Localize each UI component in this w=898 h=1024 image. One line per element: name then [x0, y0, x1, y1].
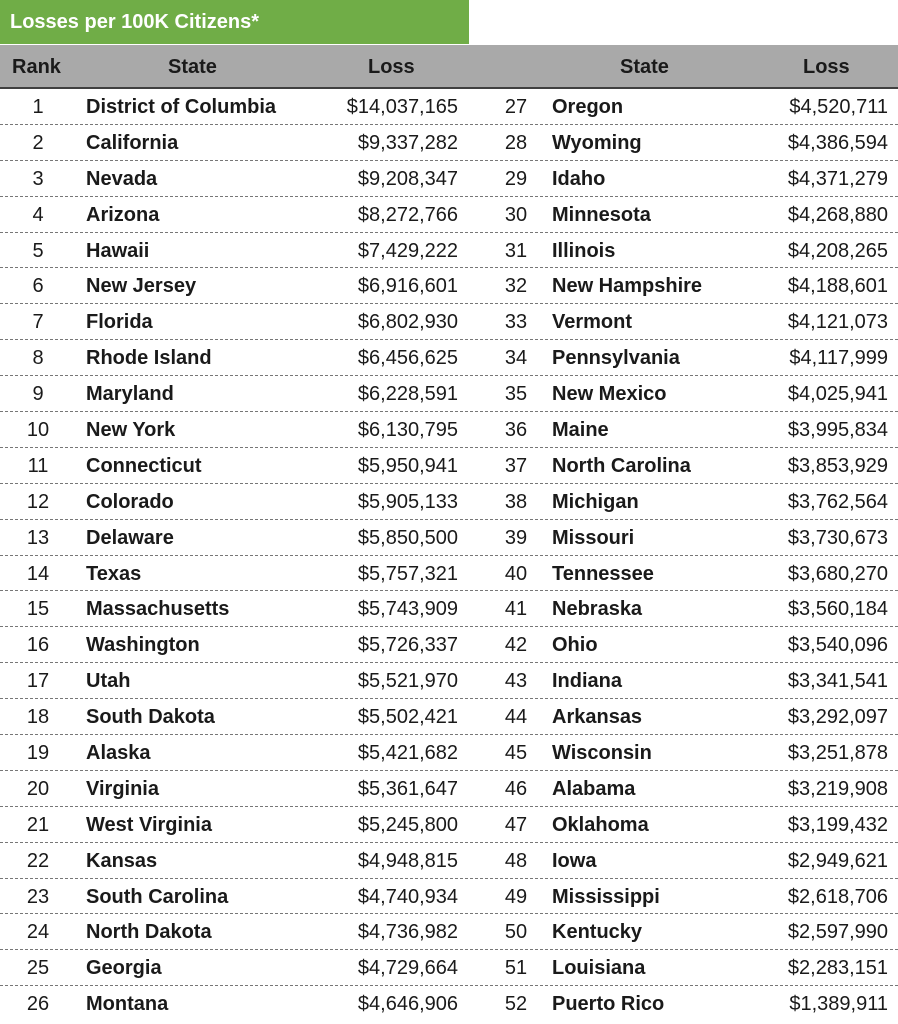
table-row — [0, 807, 898, 843]
state-cell: Colorado — [86, 490, 174, 513]
loss-cell: $4,386,594 — [787, 131, 888, 154]
rank-cell: 45 — [504, 742, 528, 765]
state-cell: Ohio — [552, 634, 598, 657]
rank-cell: 33 — [504, 311, 528, 334]
rank-cell: 27 — [504, 96, 528, 118]
loss-cell: $4,371,279 — [787, 167, 888, 190]
rank-cell: 8 — [32, 347, 44, 370]
state-cell: Missouri — [552, 526, 635, 549]
rank-cell: 13 — [26, 526, 50, 549]
loss-cell: $1,389,911 — [789, 993, 888, 1016]
loss-cell: $3,251,878 — [787, 742, 888, 765]
rank-cell: 28 — [504, 131, 528, 154]
state-cell: Hawaii — [86, 239, 150, 262]
state-cell: Mississippi — [552, 885, 660, 908]
title-spacer — [469, 0, 898, 44]
rank-cell: 18 — [26, 706, 50, 729]
header-loss-right: Loss — [803, 56, 850, 78]
loss-cell: $4,208,265 — [787, 239, 888, 262]
state-cell: Florida — [86, 311, 153, 334]
rank-cell: 36 — [504, 419, 528, 442]
loss-cell: $8,272,766 — [357, 203, 458, 226]
rank-cell: 40 — [504, 562, 528, 585]
loss-cell: $4,736,982 — [357, 921, 458, 944]
rank-cell: 32 — [504, 275, 528, 298]
state-cell: South Dakota — [86, 706, 215, 729]
header-state-left: State — [168, 56, 217, 78]
loss-cell: $3,199,432 — [787, 813, 888, 836]
loss-cell: $6,130,795 — [357, 419, 458, 442]
state-cell: North Carolina — [552, 454, 691, 477]
loss-cell: $3,540,096 — [787, 634, 888, 657]
rank-cell: 26 — [26, 993, 50, 1016]
table-body — [0, 89, 898, 1022]
loss-cell: $4,740,934 — [357, 885, 458, 908]
state-cell: Illinois — [552, 239, 616, 262]
loss-cell: $5,743,909 — [357, 598, 458, 621]
rank-cell: 48 — [504, 849, 528, 872]
rank-cell: 9 — [32, 383, 44, 406]
rank-cell: 51 — [504, 957, 528, 980]
state-cell: New Jersey — [86, 275, 197, 298]
table-row — [0, 304, 898, 340]
loss-cell: $5,521,970 — [357, 670, 458, 693]
rank-cell: 12 — [26, 490, 50, 513]
loss-cell: $5,757,321 — [357, 562, 458, 585]
rank-cell: 46 — [504, 777, 528, 800]
state-cell: Nevada — [86, 167, 158, 190]
table-row — [0, 197, 898, 233]
state-cell: Pennsylvania — [552, 347, 680, 370]
table-row — [0, 627, 898, 663]
loss-cell: $4,268,880 — [787, 203, 888, 226]
loss-cell: $4,948,815 — [357, 849, 458, 872]
table-row — [0, 520, 898, 556]
state-cell: Nebraska — [552, 598, 643, 621]
state-cell: North Dakota — [86, 921, 212, 944]
table-row — [0, 233, 898, 269]
table-row — [0, 986, 898, 1022]
state-cell: Alabama — [552, 777, 636, 800]
state-cell: Idaho — [552, 167, 606, 190]
state-cell: Massachusetts — [86, 598, 230, 621]
state-cell: Connecticut — [86, 454, 202, 477]
state-cell: Louisiana — [552, 957, 646, 980]
state-cell: Texas — [86, 562, 142, 585]
rank-cell: 15 — [26, 598, 50, 621]
rank-cell: 5 — [32, 239, 44, 262]
header-rank: Rank — [12, 56, 61, 78]
loss-cell: $6,802,930 — [357, 311, 458, 334]
table-row — [0, 448, 898, 484]
table-row — [0, 699, 898, 735]
table-title: Losses per 100K Citizens* — [0, 0, 469, 44]
loss-cell: $5,502,421 — [357, 706, 458, 729]
table-row — [0, 914, 898, 950]
rank-cell: 3 — [32, 167, 44, 190]
rank-cell: 2 — [32, 131, 44, 154]
table-row — [0, 663, 898, 699]
loss-cell: $7,429,222 — [357, 239, 458, 262]
loss-cell: $5,905,133 — [357, 490, 458, 513]
loss-cell: $5,950,941 — [357, 454, 458, 477]
loss-cell: $4,646,906 — [357, 993, 458, 1016]
loss-cell: $3,762,564 — [787, 490, 888, 513]
table-row — [0, 484, 898, 520]
state-cell: Arkansas — [552, 706, 643, 729]
table-row — [0, 89, 898, 125]
state-cell: Kentucky — [552, 921, 643, 944]
state-cell: Oregon — [552, 96, 624, 118]
rank-cell: 50 — [504, 921, 528, 944]
state-cell: Rhode Island — [86, 347, 212, 370]
table-row — [0, 735, 898, 771]
state-cell: New Mexico — [552, 383, 667, 406]
rank-cell: 20 — [26, 777, 50, 800]
state-cell: Indiana — [552, 670, 623, 693]
header-loss-left: Loss — [368, 56, 415, 78]
loss-cell: $3,680,270 — [787, 562, 888, 585]
state-cell: Iowa — [552, 849, 597, 872]
state-cell: California — [86, 131, 179, 154]
loss-cell: $6,456,625 — [357, 347, 458, 370]
state-cell: Alaska — [86, 742, 151, 765]
state-cell: Georgia — [86, 957, 162, 980]
state-cell: Oklahoma — [552, 813, 649, 836]
state-cell: Montana — [86, 993, 169, 1016]
rank-cell: 44 — [504, 706, 528, 729]
loss-cell: $4,520,711 — [789, 96, 888, 118]
rank-cell: 19 — [26, 742, 50, 765]
loss-cell: $3,292,097 — [787, 706, 888, 729]
loss-cell: $6,916,601 — [357, 275, 458, 298]
rank-cell: 41 — [504, 598, 528, 621]
table-row — [0, 771, 898, 807]
rank-cell: 37 — [504, 454, 528, 477]
state-cell: Arizona — [86, 203, 160, 226]
loss-cell: $2,597,990 — [787, 921, 888, 944]
rank-cell: 39 — [504, 526, 528, 549]
state-cell: District of Columbia — [86, 96, 277, 118]
loss-cell: $3,219,908 — [787, 777, 888, 800]
rank-cell: 43 — [504, 670, 528, 693]
loss-cell: $4,025,941 — [787, 383, 888, 406]
rank-cell: 24 — [26, 921, 50, 944]
rank-cell: 35 — [504, 383, 528, 406]
rank-cell: 7 — [32, 311, 44, 334]
state-cell: Washington — [86, 634, 200, 657]
loss-cell: $5,850,500 — [357, 526, 458, 549]
loss-cell: $4,117,999 — [789, 347, 888, 370]
rank-cell: 23 — [26, 885, 50, 908]
rank-cell: 16 — [26, 634, 50, 657]
rank-cell: 49 — [504, 885, 528, 908]
loss-cell: $4,121,073 — [787, 311, 888, 334]
state-cell: Wisconsin — [552, 742, 652, 765]
loss-cell: $4,729,664 — [357, 957, 458, 980]
rank-cell: 29 — [504, 167, 528, 190]
state-cell: Maryland — [86, 383, 174, 406]
loss-cell: $14,037,165 — [346, 96, 458, 118]
rank-cell: 14 — [26, 562, 50, 585]
loss-cell: $3,853,929 — [787, 454, 888, 477]
loss-cell: $2,949,621 — [787, 849, 888, 872]
rank-cell: 6 — [32, 275, 44, 298]
state-cell: Delaware — [86, 526, 174, 549]
table-row — [0, 412, 898, 448]
state-cell: West Virginia — [86, 813, 212, 836]
table-row — [0, 591, 898, 627]
state-cell: Puerto Rico — [552, 993, 665, 1016]
loss-cell: $9,337,282 — [357, 131, 458, 154]
loss-cell: $3,730,673 — [787, 526, 888, 549]
rank-cell: 25 — [26, 957, 50, 980]
table-header — [0, 45, 898, 89]
state-cell: Virginia — [86, 777, 159, 800]
table-row — [0, 556, 898, 592]
rank-cell: 22 — [26, 849, 50, 872]
rank-cell: 4 — [32, 203, 44, 226]
state-cell: Vermont — [552, 311, 633, 334]
state-cell: Kansas — [86, 849, 158, 872]
loss-cell: $3,341,541 — [787, 670, 888, 693]
rank-cell: 17 — [26, 670, 50, 693]
state-cell: Michigan — [552, 490, 639, 513]
table-row — [0, 879, 898, 915]
rank-cell: 38 — [504, 490, 528, 513]
table-row — [0, 268, 898, 304]
loss-cell: $5,421,682 — [357, 742, 458, 765]
rank-cell: 34 — [504, 347, 528, 370]
table-row — [0, 376, 898, 412]
state-cell: Tennessee — [552, 562, 654, 585]
table-row — [0, 125, 898, 161]
loss-cell: $5,361,647 — [357, 777, 458, 800]
state-cell: South Carolina — [86, 885, 229, 908]
loss-cell: $9,208,347 — [357, 167, 458, 190]
header-state-right: State — [620, 56, 669, 78]
loss-cell: $3,560,184 — [787, 598, 888, 621]
loss-cell: $2,283,151 — [787, 957, 888, 980]
rank-cell: 31 — [504, 239, 528, 262]
state-cell: New York — [86, 419, 176, 442]
rank-cell: 30 — [504, 203, 528, 226]
state-cell: Minnesota — [552, 203, 651, 226]
state-cell: Maine — [552, 419, 609, 442]
loss-cell: $5,245,800 — [357, 813, 458, 836]
rank-cell: 52 — [504, 993, 528, 1016]
state-cell: Wyoming — [552, 131, 642, 154]
table-row — [0, 161, 898, 197]
loss-cell: $3,995,834 — [787, 419, 888, 442]
state-cell: Utah — [86, 670, 131, 693]
rank-cell: 11 — [27, 454, 49, 477]
table-row — [0, 340, 898, 376]
rank-cell: 21 — [26, 813, 50, 836]
loss-cell: $5,726,337 — [357, 634, 458, 657]
table-row — [0, 950, 898, 986]
loss-cell: $2,618,706 — [787, 885, 888, 908]
loss-cell: $4,188,601 — [787, 275, 888, 298]
rank-cell: 1 — [32, 96, 44, 118]
rank-cell: 42 — [504, 634, 528, 657]
state-cell: New Hampshire — [552, 275, 703, 298]
loss-cell: $6,228,591 — [357, 383, 458, 406]
rank-cell: 47 — [504, 813, 528, 836]
rank-cell: 10 — [26, 419, 50, 442]
table-row — [0, 843, 898, 879]
